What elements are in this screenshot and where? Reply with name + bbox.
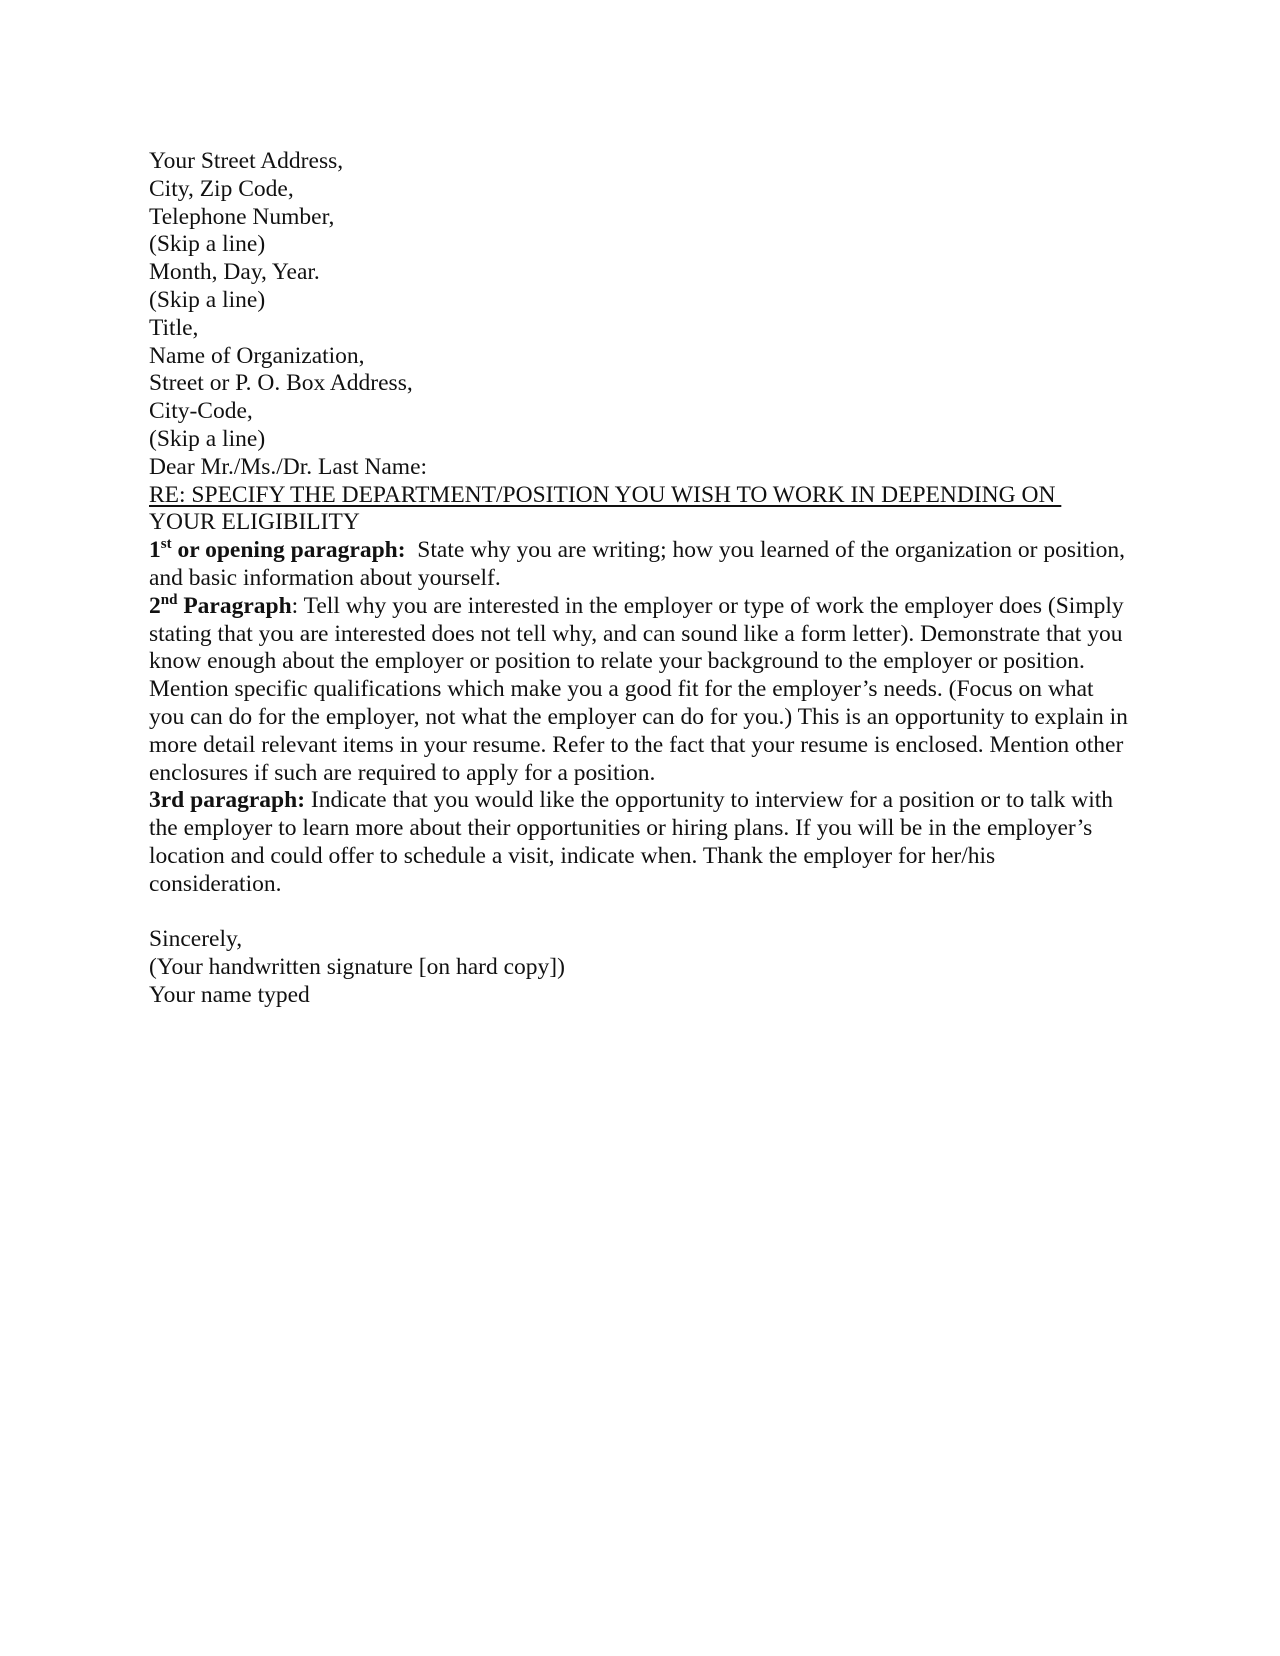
cover-letter-template	[149, 148, 1129, 1010]
recipient-city-code: City-Code,	[149, 398, 253, 425]
paragraph-1-number: 1	[149, 537, 161, 564]
paragraph-2-ordinal: nd	[160, 591, 178, 608]
skip-line-note: (Skip a line)	[149, 286, 266, 313]
signature-placeholder: (Your handwritten signature [on hard copy])	[149, 954, 565, 981]
sender-phone: Telephone Number,	[149, 203, 335, 230]
paragraph-2-label	[149, 593, 292, 619]
skip-line-note: (Skip a line)	[149, 425, 266, 452]
re-subject-line-1: RE: SPECIFY THE DEPARTMENT/POSITION YOU WISH TO WORK IN DEPENDING ON	[149, 481, 1062, 508]
paragraph-3-label: 3rd paragraph:	[149, 787, 306, 814]
paragraph-2-number: 2	[149, 592, 161, 619]
paragraph-1-label-text: or opening paragraph:	[171, 537, 406, 564]
re-subject-line	[149, 482, 1129, 538]
paragraph-1-ordinal: st	[160, 536, 172, 553]
typed-name: Your name typed	[149, 981, 310, 1008]
recipient-title: Title,	[149, 314, 199, 341]
blank-line	[149, 899, 1129, 927]
paragraph-1	[149, 537, 1129, 593]
recipient-address: Street or P. O. Box Address,	[149, 370, 413, 397]
paragraph-2	[149, 593, 1129, 788]
paragraph-1-label	[149, 537, 406, 563]
re-subject-line-2: YOUR ELIGIBILITY	[149, 509, 360, 536]
closing-sincerely: Sincerely,	[149, 926, 243, 953]
paragraph-2-label-text: Paragraph	[177, 592, 292, 619]
salutation: Dear Mr./Ms./Dr. Last Name:	[149, 453, 428, 480]
paragraph-2-body: : Tell why you are interested in the employer or type of work the employer does (Simply stating that you are interested does not tell why, and can sound like a form letter). Demonstrate that you know enough about the employer or position to relate your background to the employer or position. Mention specific qualifications which make you a good fit for the employer’s needs. (Focus on what you can do for the employer, not what the employer can do for you.) This is an opportunity to explain in more detail relevant items in your resume. Refer to the fact that your resume is enclosed. Mention other enclosures if such are required to apply for a position.	[149, 592, 1128, 786]
paragraph-3	[149, 787, 1129, 898]
skip-line-note: (Skip a line)	[149, 231, 266, 258]
paragraph-1-body: State why you are writing; how you learned of the organization or position, and basic information about yourself.	[149, 537, 1131, 591]
sender-city-zip: City, Zip Code,	[149, 175, 294, 202]
letter-date: Month, Day, Year.	[149, 259, 320, 286]
paragraph-3-body: Indicate that you would like the opportunity to interview for a position or to talk with the employer to learn more about their opportunities or hiring plans. If you will be in the employer’s location and could offer to schedule a visit, indicate when. Thank the employer for her/his consideration.	[149, 787, 1114, 897]
sender-street: Your Street Address,	[149, 148, 344, 174]
recipient-organization: Name of Organization,	[149, 342, 365, 369]
